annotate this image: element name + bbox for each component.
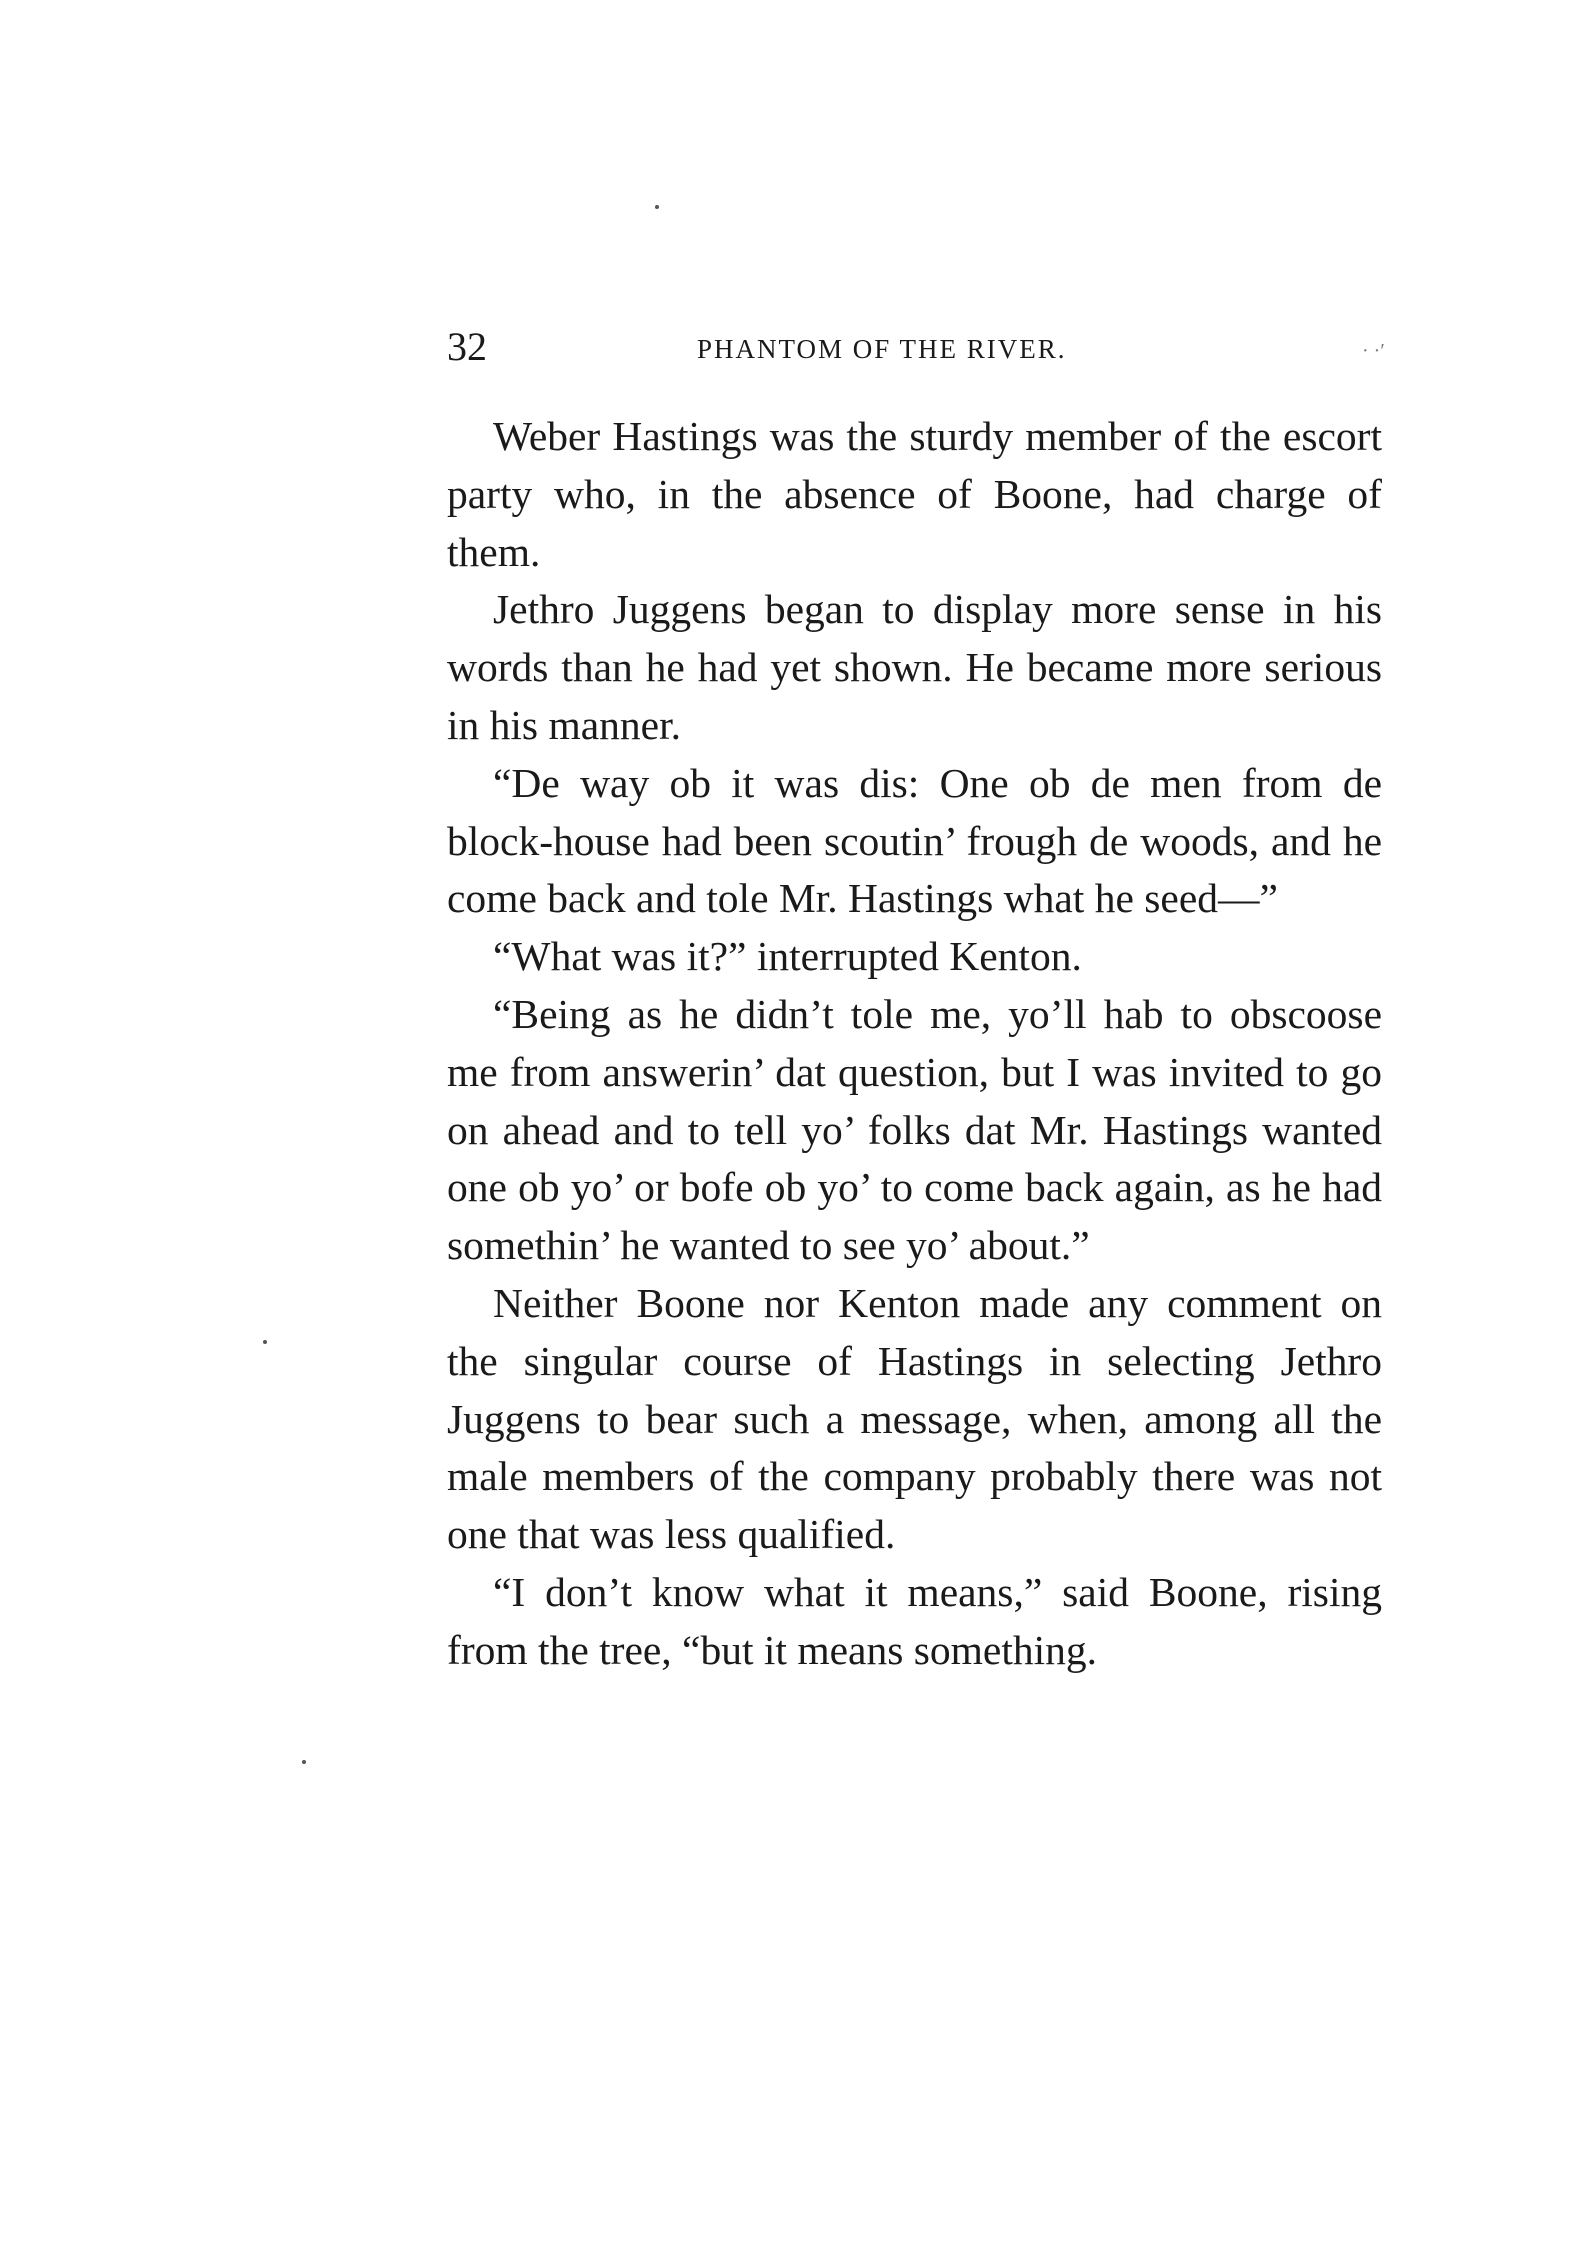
print-speck: [655, 205, 659, 209]
paragraph: Weber Hastings was the sturdy member of the escort party who, in the absence of Boone, had charge of them.: [447, 413, 1382, 575]
paragraph: “I don’t know what it means,” said Boone, rising from the tree, “but it means something.: [447, 1568, 1382, 1673]
print-speck: [302, 1760, 306, 1764]
paragraph: Jethro Juggens began to display more sense in his words than he had yet shown. He became more serious in his manner.: [447, 586, 1382, 748]
running-head: [447, 322, 1382, 372]
page-mark: · ·′: [1362, 340, 1385, 362]
paragraph: “Being as he didn’t tole me, yo’ll hab to obscoose me from answerin’ dat question, but I was invited to go on ahead and to tell yo’ folks dat Mr. Hastings wanted one ob yo’ or bofe ob yo’ to come back again, as he had somethin’ he wanted to see yo’ about.”: [447, 990, 1382, 1269]
paragraph: Neither Boone nor Kenton made any comment on the singular course of Hastings in selecting Jethro Juggens to bear such a message, when, among all the male members of the company probably there was not one that was less qualified.: [447, 1279, 1382, 1558]
paragraph: “De way ob it was dis: One ob de men from de block-house had been scoutin’ frough de woods, and he come back and tole Mr. Hastings what he seed—”: [447, 759, 1382, 922]
body-text: [447, 408, 1382, 1680]
paragraph: “What was it?” interrupted Kenton.: [493, 933, 1082, 980]
print-speck: [263, 1340, 267, 1344]
page-number: 32: [447, 324, 487, 369]
running-title: PHANTOM OF THE RIVER.: [697, 334, 1067, 364]
